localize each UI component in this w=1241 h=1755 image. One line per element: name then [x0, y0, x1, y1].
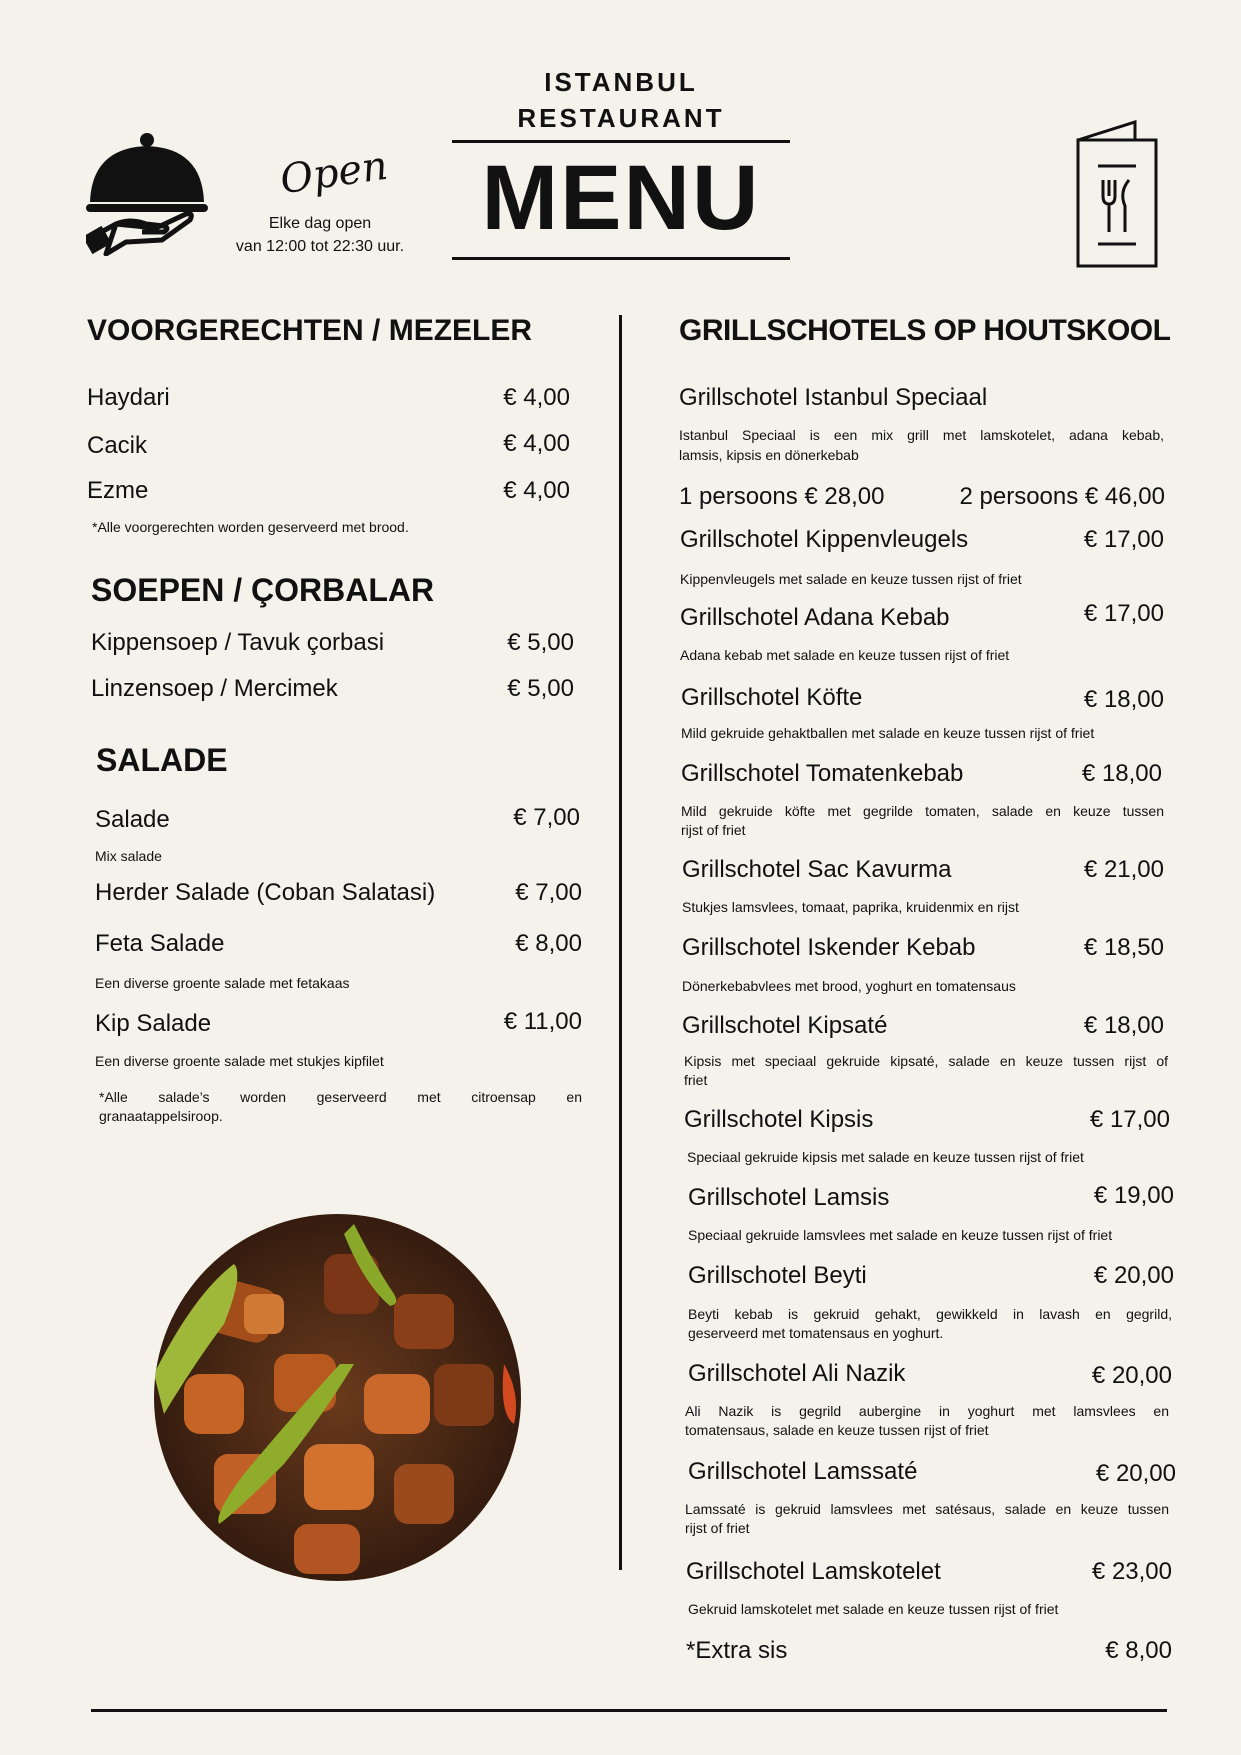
- menu-item-name: Grillschotel Tomatenkebab: [681, 760, 964, 787]
- menu-item-price: € 18,00: [1081, 760, 1162, 787]
- menu-item-price: € 4,00: [503, 477, 570, 504]
- menu-item-price: € 17,00: [1083, 526, 1164, 553]
- menu-card-icon: [1075, 120, 1159, 268]
- salade-note-line-1: *Alle salade’s worden geserveerd met citroensap en: [99, 1089, 582, 1105]
- brand-name: ISTANBUL RESTAURANT: [517, 67, 725, 133]
- menu-item-name: Linzensoep / Mercimek: [91, 675, 338, 702]
- soepen-title: SOEPEN / ÇORBALAR: [91, 572, 435, 608]
- menu-item-desc: tomatensaus, salade en keuze tussen rijst of friet: [685, 1422, 989, 1438]
- grill-special-desc-1: Istanbul Speciaal is een mix grill met lamskotelet, adana kebab,: [679, 427, 1164, 443]
- menu-item-name: Grillschotel Lamskotelet: [686, 1558, 941, 1585]
- menu-item-price: € 20,00: [1095, 1460, 1176, 1487]
- menu-item-name: Salade: [95, 806, 170, 833]
- food-photo: [154, 1214, 521, 1581]
- menu-item-price: € 23,00: [1091, 1558, 1172, 1585]
- menu-title: MENU: [481, 147, 761, 249]
- menu-item-desc: Mild gekruide köfte met gegrilde tomaten, salade en keuze tussen: [681, 803, 1164, 819]
- extra-price: € 8,00: [1105, 1637, 1172, 1664]
- menu-item-name: Grillschotel Lamsis: [688, 1184, 890, 1211]
- menu-item-name: Grillschotel Ali Nazik: [688, 1360, 906, 1387]
- menu-item-desc: friet: [684, 1072, 708, 1088]
- hours-line-2: van 12:00 tot 22:30 uur.: [235, 238, 405, 255]
- menu-item-desc: Ali Nazik is gegrild aubergine in yoghurt met lamsvlees en: [685, 1403, 1169, 1419]
- menu-item-price: € 7,00: [515, 879, 582, 906]
- menu-item-price: € 20,00: [1091, 1362, 1172, 1389]
- menu-item-desc: Adana kebab met salade en keuze tussen rijst of friet: [680, 647, 1010, 663]
- menu-item-price: € 4,00: [503, 430, 570, 457]
- menu-item-name: Grillschotel Beyti: [688, 1262, 867, 1289]
- menu-item-desc: Mild gekruide gehaktballen met salade en keuze tussen rijst of friet: [681, 725, 1095, 741]
- header-rule-bottom: [452, 257, 790, 260]
- menu-item-name: Ezme: [87, 477, 149, 504]
- menu-item-desc: Een diverse groente salade met fetakaas: [95, 975, 350, 991]
- menu-item-price: € 18,00: [1083, 686, 1164, 713]
- open-script: Open: [277, 142, 391, 204]
- grill-special-price-one: 1 persoons € 28,00: [679, 483, 885, 510]
- menu-item-price: € 18,50: [1083, 934, 1164, 961]
- menu-item-desc: rijst of friet: [685, 1520, 750, 1536]
- menu-item-name: Feta Salade: [95, 930, 225, 957]
- menu-item-name: Kippensoep / Tavuk çorbasi: [91, 629, 385, 656]
- menu-item-desc: Stukjes lamsvlees, tomaat, paprika, kruidenmix en rijst: [682, 899, 1019, 915]
- menu-item-name: Grillschotel Iskender Kebab: [682, 934, 976, 961]
- menu-item-desc: Kippenvleugels met salade en keuze tussen rijst of friet: [680, 571, 1022, 587]
- menu-item-name: Grillschotel Adana Kebab: [680, 604, 950, 631]
- footer-rule: [91, 1709, 1167, 1712]
- grill-special-price-two: 2 persoons € 46,00: [959, 483, 1165, 510]
- menu-item-price: € 4,00: [503, 384, 570, 411]
- menu-item-price: € 21,00: [1083, 856, 1164, 883]
- menu-item-price: € 20,00: [1093, 1262, 1174, 1289]
- voorgerechten-title: VOORGERECHTEN / MEZELER: [87, 314, 533, 347]
- menu-item-price: € 19,00: [1093, 1182, 1174, 1209]
- menu-item-desc: Speciaal gekruide lamsvlees met salade en keuze tussen rijst of friet: [688, 1227, 1113, 1243]
- menu-item-price: € 17,00: [1083, 600, 1164, 627]
- voorgerechten-note: *Alle voorgerechten worden geserveerd met brood.: [92, 519, 409, 535]
- menu-item-desc: Lamssaté is gekruid lamsvlees met satésaus, salade en keuze tussen: [685, 1501, 1169, 1517]
- menu-item-price: € 7,00: [513, 804, 580, 831]
- menu-item-desc: Gekruid lamskotelet met salade en keuze tussen rijst of friet: [688, 1601, 1059, 1617]
- hours-line-1: Elke dag open: [268, 215, 372, 232]
- extra-name: *Extra sis: [686, 1637, 788, 1664]
- menu-item-price: € 11,00: [503, 1008, 582, 1035]
- grill-special-desc-2: lamsis, kipsis en dönerkebab: [679, 447, 859, 463]
- menu-item-desc: rijst of friet: [681, 822, 746, 838]
- menu-item-name: Grillschotel Kipsaté: [682, 1012, 888, 1039]
- menu-item-price: € 18,00: [1083, 1012, 1164, 1039]
- menu-item-name: Cacik: [87, 432, 148, 459]
- menu-item-name: Grillschotel Sac Kavurma: [682, 856, 952, 883]
- menu-item-name: Haydari: [87, 384, 170, 411]
- column-divider: [619, 315, 622, 1570]
- menu-item-price: € 17,00: [1089, 1106, 1170, 1133]
- cloche-icon: [86, 132, 210, 256]
- menu-item-name: Grillschotel Kippenvleugels: [680, 526, 969, 553]
- menu-item-name: Kip Salade: [95, 1010, 212, 1037]
- menu-item-desc: Dönerkebabvlees met brood, yoghurt en tomatensaus: [682, 978, 1016, 994]
- header-rule-top: [452, 140, 790, 143]
- menu-item-name: Grillschotel Köfte: [681, 684, 863, 711]
- grill-title: GRILLSCHOTELS OP HOUTSKOOL: [679, 314, 1171, 347]
- salade-title: SALADE: [96, 742, 228, 778]
- menu-item-desc: Beyti kebab is gekruid gehakt, gewikkeld in lavash en gegrild,: [688, 1306, 1172, 1322]
- menu-item-price: € 8,00: [515, 930, 582, 957]
- menu-item-desc: Speciaal gekruide kipsis met salade en keuze tussen rijst of friet: [687, 1149, 1084, 1165]
- menu-item-name: Grillschotel Lamssaté: [688, 1458, 918, 1485]
- menu-item-desc: Mix salade: [95, 848, 162, 864]
- salade-note-line-2: granaatappelsiroop.: [99, 1108, 223, 1124]
- menu-item-name: Herder Salade (Coban Salatasi): [95, 879, 436, 906]
- menu-item-desc: Kipsis met speciaal gekruide kipsaté, salade en keuze tussen rijst of: [684, 1053, 1168, 1069]
- menu-item-name: Grillschotel Kipsis: [684, 1106, 874, 1133]
- menu-item-desc: Een diverse groente salade met stukjes kipfilet: [95, 1053, 384, 1069]
- grill-special-name: Grillschotel Istanbul Speciaal: [679, 384, 988, 411]
- menu-item-desc: geserveerd met tomatensaus en yoghurt.: [688, 1325, 944, 1341]
- menu-item-price: € 5,00: [507, 629, 574, 656]
- menu-item-price: € 5,00: [507, 675, 574, 702]
